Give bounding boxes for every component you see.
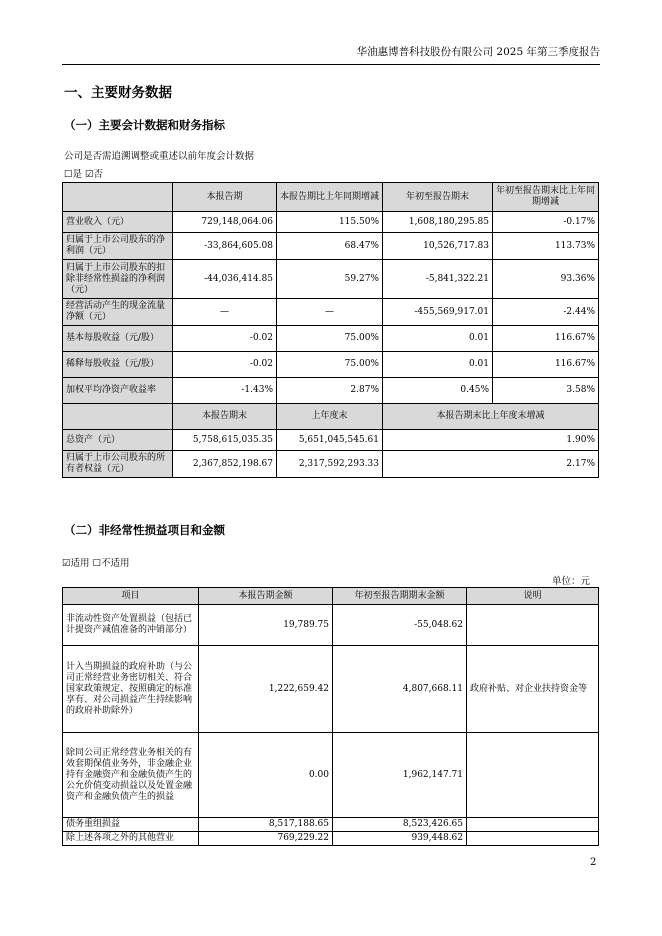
cell-value: 1,962,147.71	[333, 733, 467, 818]
table-header-cell	[63, 404, 173, 430]
cell-value: -2.44%	[493, 299, 599, 326]
cell-value: 115.50%	[277, 212, 383, 233]
row-label: 非流动性资产处置损益（包括已计提资产减值准备的冲销部分）	[63, 605, 199, 646]
row-label: 稀释每股收益（元/股）	[63, 352, 173, 378]
table-row	[63, 430, 599, 451]
cell-value: -1.43%	[173, 378, 277, 404]
cell-value: -5,841,322.21	[383, 260, 493, 299]
cell-note	[467, 832, 599, 846]
cell-value: 8,517,188.65	[199, 818, 333, 832]
table-header-cell: 年初至报告期末比上年同期增减	[493, 183, 599, 212]
table-header-cell: 本报告期末比上年度末增减	[383, 404, 599, 430]
cell-value: 939,448.62	[333, 832, 467, 846]
non-recurring-items-table	[62, 587, 599, 846]
cell-value: 10,526,717.83	[383, 233, 493, 260]
cell-value: 1.90%	[383, 430, 599, 451]
cell-value: 75.00%	[277, 352, 383, 378]
cell-value: 769,229.22	[199, 832, 333, 846]
table-header-row	[63, 588, 599, 605]
cell-value: -455,569,917.01	[383, 299, 493, 326]
table-row	[63, 378, 599, 404]
table-header-cell: 本报告期金额	[199, 588, 333, 605]
table-header-cell: 说明	[467, 588, 599, 605]
table-header-cell	[63, 183, 173, 212]
cell-value: 5,651,045,545.61	[277, 430, 383, 451]
row-label: 债务重组损益	[63, 818, 199, 832]
table-row	[63, 646, 599, 733]
cell-value: 2,317,592,293.33	[277, 451, 383, 478]
cell-value: -0.02	[173, 352, 277, 378]
cell-value: 2,367,852,198.67	[173, 451, 277, 478]
cell-value: -55,048.62	[333, 605, 467, 646]
cell-value: 1,222,659.42	[199, 646, 333, 733]
table-header-cell: 年初至报告期末	[383, 183, 493, 212]
table-row	[63, 299, 599, 326]
table-row	[63, 233, 599, 260]
cell-note: 政府补贴、对企业扶持资金等	[467, 646, 599, 733]
restatement-choice: ☐是 ☑否	[64, 169, 104, 180]
cell-value: 2.87%	[277, 378, 383, 404]
cell-value: 729,148,064.06	[173, 212, 277, 233]
row-label: 归属于上市公司股东的净利润（元）	[63, 233, 173, 260]
row-label: 营业收入（元）	[63, 212, 173, 233]
cell-value: 2.17%	[383, 451, 599, 478]
row-label: 计入当期损益的政府补助（与公司正常经营业务密切相关、符合国家政策规定、按照确定的标准享有、对公司损益产生持续影响的政府补助除外）	[63, 646, 199, 733]
cell-value: 93.36%	[493, 260, 599, 299]
row-label: 总资产（元）	[63, 430, 173, 451]
cell-value: 0.45%	[383, 378, 493, 404]
cell-value: -0.02	[173, 326, 277, 352]
cell-value: 0.01	[383, 326, 493, 352]
cell-value: 5,758,615,035.35	[173, 430, 277, 451]
cell-value: 1,608,180,295.85	[383, 212, 493, 233]
cell-value: 4,807,668.11	[333, 646, 467, 733]
cell-value: 116.67%	[493, 326, 599, 352]
cell-value: —	[277, 299, 383, 326]
table-row	[63, 832, 599, 846]
cell-value: 75.00%	[277, 326, 383, 352]
table-header-row	[63, 183, 599, 212]
table-row	[63, 451, 599, 478]
cell-value: —	[173, 299, 277, 326]
table-row	[63, 326, 599, 352]
cell-note	[467, 605, 599, 646]
table-row	[63, 733, 599, 818]
row-label: 基本每股收益（元/股）	[63, 326, 173, 352]
table-row	[63, 352, 599, 378]
cell-value: 8,523,426.65	[333, 818, 467, 832]
table-header-cell: 项目	[63, 588, 199, 605]
header-divider	[62, 64, 600, 65]
subsection-heading-non-recurring: （二）非经常性损益项目和金额	[64, 523, 225, 537]
table-header-row	[63, 404, 599, 430]
cell-value: -0.17%	[493, 212, 599, 233]
table-row	[63, 260, 599, 299]
page-number: 2	[590, 857, 597, 868]
cell-note	[467, 733, 599, 818]
table-row	[63, 605, 599, 646]
row-label: 加权平均净资产收益率	[63, 378, 173, 404]
cell-value: 116.67%	[493, 352, 599, 378]
cell-value: -44,036,414.85	[173, 260, 277, 299]
row-label: 除上述各项之外的其他营业	[63, 832, 199, 846]
row-label: 归属于上市公司股东的扣除非经常性损益的净利润（元）	[63, 260, 173, 299]
key-financial-table	[62, 182, 599, 478]
table-header-cell: 上年度末	[277, 404, 383, 430]
cell-value: 3.58%	[493, 378, 599, 404]
restatement-question: 公司是否需追溯调整或重述以前年度会计数据	[64, 151, 255, 162]
unit-label: 单位：元	[552, 576, 591, 587]
applicability-choice: ☑适用 ☐不适用	[62, 558, 130, 569]
table-row	[63, 212, 599, 233]
cell-note	[467, 818, 599, 832]
cell-value: 59.27%	[277, 260, 383, 299]
table-header-cell: 本报告期	[173, 183, 277, 212]
subsection-heading-accounting-data: （一）主要会计数据和财务指标	[64, 118, 225, 132]
table-header-cell: 本报告期末	[173, 404, 277, 430]
cell-value: 113.73%	[493, 233, 599, 260]
section-heading-financial-data: 一、主要财务数据	[64, 85, 172, 101]
row-label: 除同公司正常经营业务相关的有效套期保值业务外，非金融企业持有金融资产和金融负债产生的公允价值变动损益以及处置金融资产和金融负债产生的损益	[63, 733, 199, 818]
table-header-cell: 年初至报告期期末金额	[333, 588, 467, 605]
cell-value: 19,789.75	[199, 605, 333, 646]
table-header-cell: 本报告期比上年同期增减	[277, 183, 383, 212]
table-row	[63, 818, 599, 832]
row-label: 归属于上市公司股东的所有者权益（元）	[63, 451, 173, 478]
cell-value: 0.00	[199, 733, 333, 818]
cell-value: -33,864,605.08	[173, 233, 277, 260]
cell-value: 68.47%	[277, 233, 383, 260]
report-header: 华油惠博普科技股份有限公司 2025 年第三季度报告	[356, 46, 600, 58]
row-label: 经营活动产生的现金流量净额（元）	[63, 299, 173, 326]
cell-value: 0.01	[383, 352, 493, 378]
